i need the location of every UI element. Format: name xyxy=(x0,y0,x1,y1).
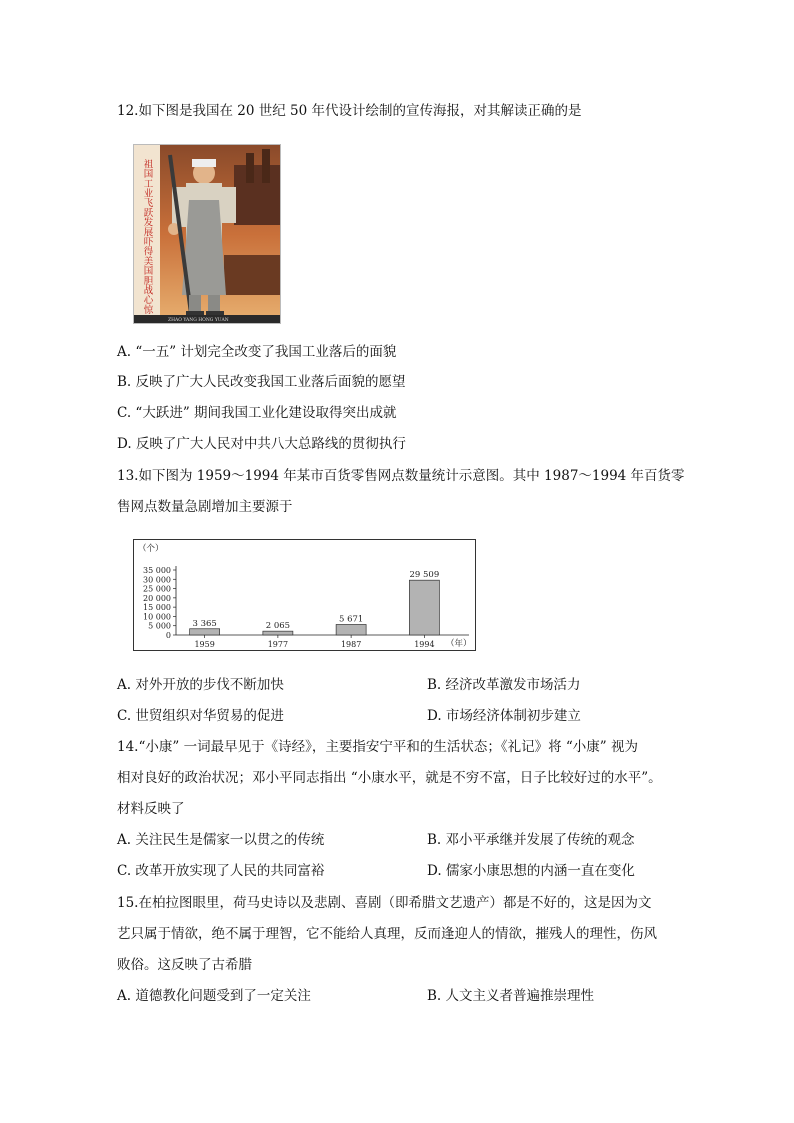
chart-ylabel: （个） xyxy=(138,544,164,554)
q13-stem-line-2: 售网点数量急剧增加主要源于 xyxy=(117,499,293,515)
y-tick-label: 35 000 xyxy=(143,566,171,575)
q14-option-c[interactable]: C. 改革开放实现了人民的共同富裕 xyxy=(117,863,325,879)
bar-value-label: 2 065 xyxy=(265,621,291,632)
retail-outlets-bar-chart xyxy=(133,539,476,651)
poster-slogan: 祖国工业飞跃发展吓得美国胆战心惊 xyxy=(141,159,153,315)
q12-option-c[interactable]: C. “大跃进” 期间我国工业化建设取得突出成就 xyxy=(117,405,397,421)
poster-caption: ZHAO YANG HONG YUAN xyxy=(168,318,229,323)
q14-stem-line-3: 材料反映了 xyxy=(117,801,185,817)
q13-stem-line-1: 13.如下图为 1959～1994 年某市百货零售网点数量统计示意图。其中 1987～1994 年百货零 xyxy=(117,468,685,484)
q12-stem: 12.如下图是我国在 20 世纪 50 年代设计绘制的宣传海报，对其解读正确的是 xyxy=(117,103,582,119)
x-tick-label: 1987 xyxy=(340,640,362,649)
chart-svg xyxy=(134,540,475,650)
bar-1977 xyxy=(263,631,293,635)
q13-option-a[interactable]: A. 对外开放的步伐不断加快 xyxy=(117,677,284,693)
q14-option-a[interactable]: A. 关注民生是儒家一以贯之的传统 xyxy=(117,832,325,848)
q12-option-d[interactable]: D. 反映了广大人民对中共八大总路线的贯彻执行 xyxy=(117,436,406,452)
q14-stem-line-2: 相对良好的政治状况；邓小平同志指出 “小康水平，就是不穷不富，日子比较好过的水平”。 xyxy=(117,770,662,786)
propaganda-poster-image xyxy=(133,144,281,324)
y-tick-label: 10 000 xyxy=(143,612,171,622)
q14-option-b[interactable]: B. 邓小平承继并发展了传统的观念 xyxy=(427,832,635,848)
y-tick-label: 15 000 xyxy=(143,603,171,613)
bar-1959 xyxy=(190,629,220,635)
x-tick-label: 1959 xyxy=(194,640,215,649)
q15-stem-line-2: 艺只属于情欲，绝不属于理智，它不能给人真理，反而逢迎人的情欲，摧残人的理性，伤风 xyxy=(117,926,657,942)
y-tick-label: 0 xyxy=(165,631,171,640)
q14-stem-line-1: 14.“小康” 一词最早见于《诗经》，主要指安宁平和的生活状态；《礼记》将 “小康” 视为 xyxy=(117,739,638,755)
q15-stem-line-1: 15.在柏拉图眼里，荷马史诗以及悲剧、喜剧（即希腊文艺遗产）都是不好的，这是因为文 xyxy=(117,895,652,911)
y-tick-label: 5 000 xyxy=(148,621,171,631)
x-tick-label: 1977 xyxy=(267,640,289,649)
q13-option-b[interactable]: B. 经济改革激发市场活力 xyxy=(427,677,581,693)
q12-option-a[interactable]: A. “一五” 计划完全改变了我国工业落后的面貌 xyxy=(117,344,397,360)
q12-option-b[interactable]: B. 反映了广大人民改变我国工业落后面貌的愿望 xyxy=(117,374,406,390)
bar-1987 xyxy=(336,624,366,635)
bar-value-label: 5 671 xyxy=(338,614,364,625)
chart-xlabel: （年） xyxy=(446,639,472,649)
x-tick-label: 1994 xyxy=(414,640,435,649)
q13-option-c[interactable]: C. 世贸组织对华贸易的促进 xyxy=(117,708,284,724)
q13-option-d[interactable]: D. 市场经济体制初步建立 xyxy=(427,708,581,724)
q14-option-d[interactable]: D. 儒家小康思想的内涵一直在变化 xyxy=(427,863,635,879)
bar-1994 xyxy=(409,580,439,635)
y-tick-label: 30 000 xyxy=(143,575,171,585)
y-tick-label: 20 000 xyxy=(143,593,171,603)
y-tick-label: 25 000 xyxy=(143,584,171,594)
q15-option-b[interactable]: B. 人文主义者普遍推崇理性 xyxy=(427,988,595,1004)
q15-option-a[interactable]: A. 道德教化问题受到了一定关注 xyxy=(117,988,311,1004)
bar-value-label: 3 365 xyxy=(192,618,217,629)
bar-value-label: 29 509 xyxy=(409,570,440,581)
q15-stem-line-3: 败俗。这反映了古希腊 xyxy=(117,957,252,973)
